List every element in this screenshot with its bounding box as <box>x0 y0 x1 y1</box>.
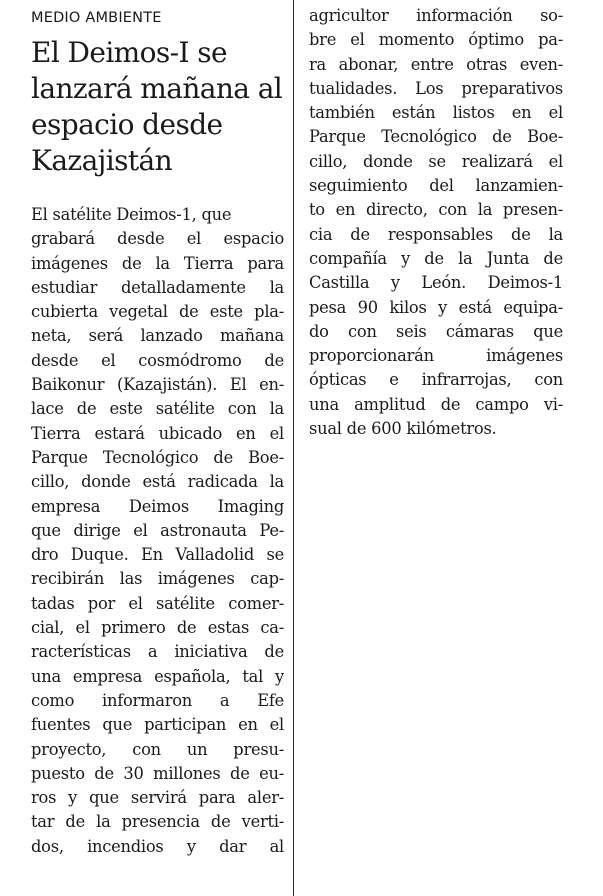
headline-line: Kazajistán <box>31 144 173 177</box>
article-column-right <box>309 4 563 441</box>
body-line: cubierta vegetal de este pla- <box>31 302 284 322</box>
body-line: fuentes que participan en el <box>31 715 284 735</box>
headline-line: lanzará mañana al <box>31 72 283 105</box>
body-text-column-1 <box>31 203 284 859</box>
body-line: cial, el primero de estas ca- <box>31 618 284 638</box>
body-line: tualidades. Los preparativos <box>309 78 563 98</box>
body-line: proyecto, con un presu- <box>31 739 284 759</box>
body-line: también están listos en el <box>309 103 563 123</box>
body-line: do con seis cámaras que <box>309 321 563 341</box>
section-label: MEDIO AMBIENTE <box>31 10 162 26</box>
body-line: pesa 90 kilos y está equipa- <box>309 297 563 317</box>
body-line: puesto de 30 millones de eu- <box>31 763 284 783</box>
body-line: proporcionarán imágenes <box>309 346 563 366</box>
body-line: bre el momento óptimo pa- <box>309 30 563 50</box>
headline-line: El Deimos-I se <box>31 36 228 69</box>
body-line: to en directo, con la presen- <box>309 200 563 220</box>
body-line: tar de la presencia de verti- <box>31 812 284 832</box>
body-line: imágenes de la Tierra para <box>31 253 284 273</box>
body-line: cillo, donde se realizará el <box>309 151 563 171</box>
body-line: cillo, donde está radicada la <box>31 472 284 492</box>
body-line: compañía y de la Junta de <box>309 248 563 268</box>
body-line: Tierra estará ubicado en el <box>31 423 284 443</box>
body-line: Castilla y León. Deimos-1 <box>309 273 563 293</box>
body-line: recibirán las imágenes cap- <box>31 569 284 589</box>
body-line: ópticas e infrarrojas, con <box>309 370 563 390</box>
body-line: estudiar detalladamente la <box>31 277 284 297</box>
body-line: El satélite Deimos-1, que <box>31 205 232 224</box>
body-line: racterísticas a iniciativa de <box>31 642 284 662</box>
body-line: neta, será lanzado mañana <box>31 326 284 346</box>
body-text-column-2 <box>309 4 563 441</box>
body-line: Parque Tecnológico de Boe- <box>31 447 284 467</box>
body-line: empresa Deimos Imaging <box>31 496 284 516</box>
body-line: cia de responsables de la <box>309 224 563 244</box>
body-line: agricultor información so- <box>309 6 563 25</box>
body-line: seguimiento del lanzamien- <box>309 176 563 196</box>
body-line: ra abonar, entre otras even- <box>309 54 563 74</box>
body-line: ros y que servirá para aler- <box>31 788 284 808</box>
body-line: una empresa española, tal y <box>31 666 284 686</box>
body-line: Baikonur (Kazajistán). El en- <box>31 375 284 395</box>
body-line: tadas por el satélite comer- <box>31 593 284 613</box>
headline <box>31 35 284 179</box>
body-line: Parque Tecnológico de Boe- <box>309 127 563 147</box>
body-line: sual de 600 kilómetros. <box>309 419 497 439</box>
article-column-left <box>31 8 284 859</box>
body-line: como informaron a Efe <box>31 690 284 710</box>
column-divider <box>293 0 294 896</box>
body-line: lace de este satélite con la <box>31 399 284 419</box>
body-line: dro Duque. En Valladolid se <box>31 545 284 565</box>
body-line: dos, incendios y dar al <box>31 836 284 856</box>
headline-line: espacio desde <box>31 108 223 141</box>
body-line: una amplitud de campo vi- <box>309 394 563 414</box>
body-line: que dirige el astronauta Pe- <box>31 520 284 540</box>
body-line: grabará desde el espacio <box>31 229 284 249</box>
body-line: desde el cosmódromo de <box>31 350 284 370</box>
